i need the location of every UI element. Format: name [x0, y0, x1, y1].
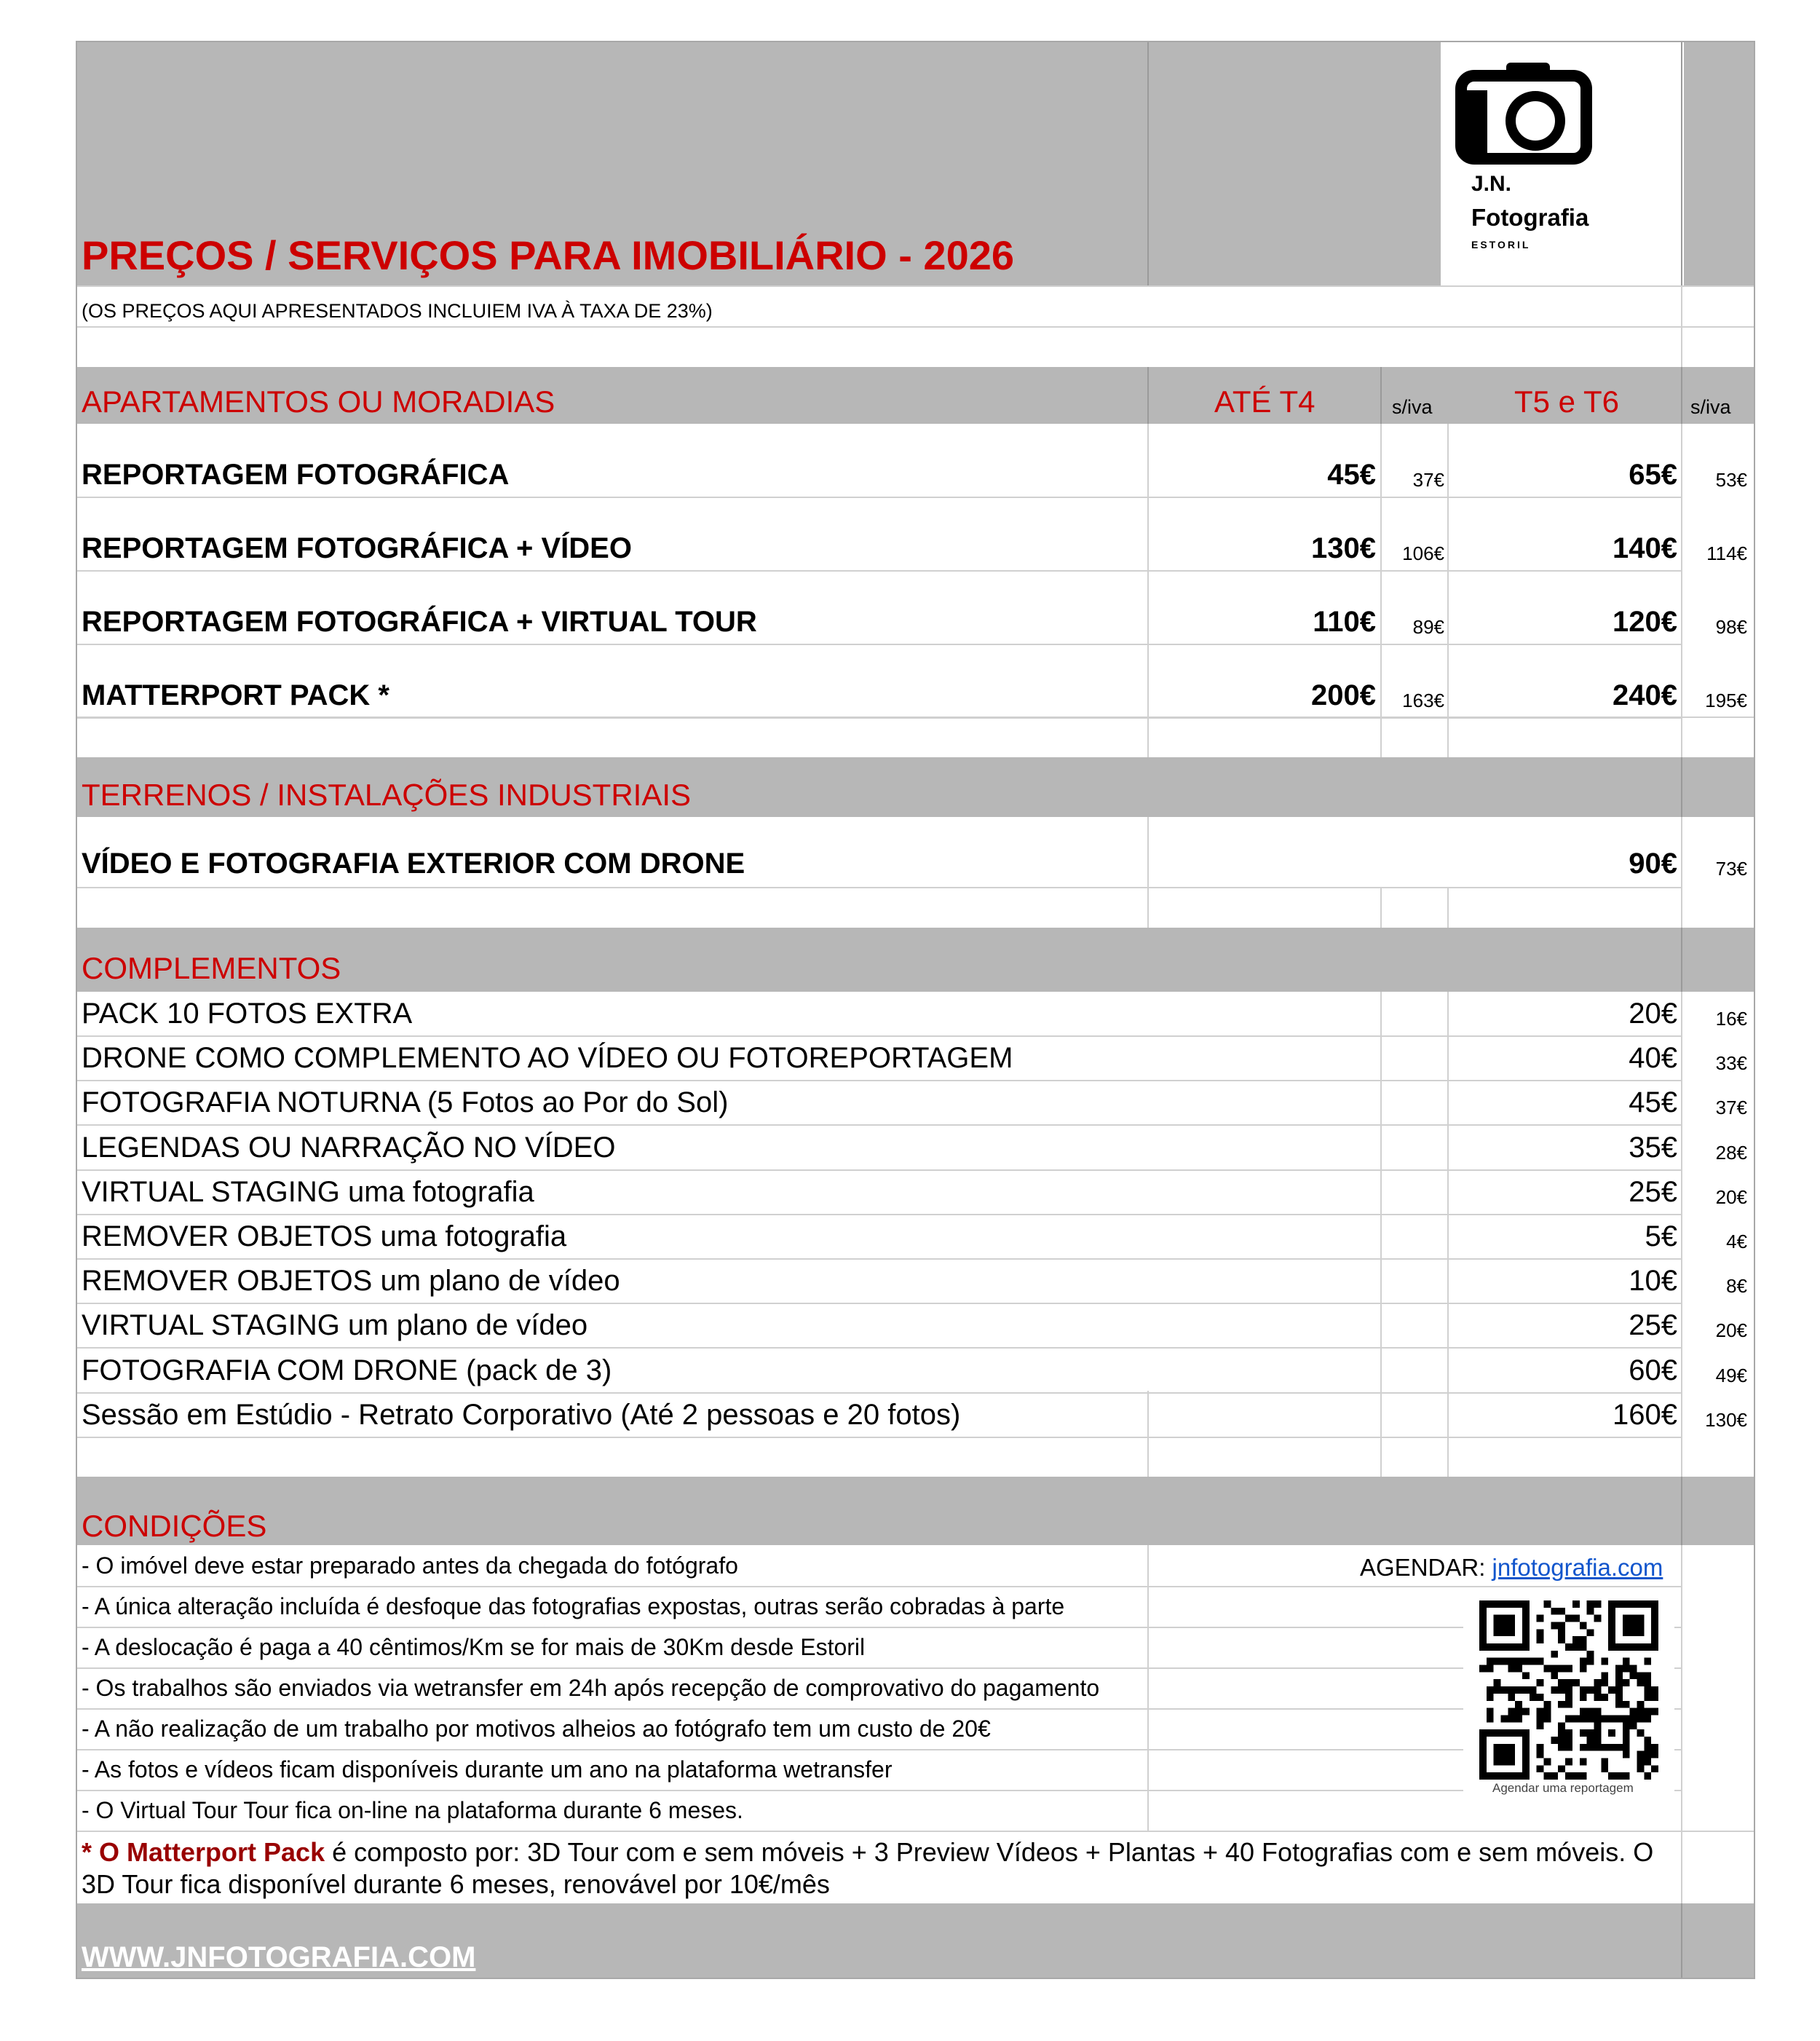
divider [77, 644, 1681, 645]
price-t4: 110€ [1313, 606, 1376, 638]
price-siva: 73€ [1715, 858, 1747, 880]
divider [77, 1749, 1681, 1750]
divider [77, 1214, 1681, 1215]
service-name: REPORTAGEM FOTOGRÁFICA + VÍDEO [82, 532, 632, 564]
divider [1147, 424, 1149, 759]
price-t4: 45€ [1327, 459, 1376, 491]
divider [77, 1258, 1681, 1260]
booking-prefix: AGENDAR: [1360, 1554, 1492, 1581]
col-t4-siva-header: s/iva [1392, 396, 1433, 418]
extra-price-siva: 4€ [1726, 1231, 1747, 1252]
price-t4: 200€ [1311, 679, 1376, 711]
divider [1447, 992, 1449, 1477]
extra-name: LEGENDAS OU NARRAÇÃO NO VÍDEO [82, 1131, 616, 1164]
price-t4-siva: 163€ [1402, 690, 1444, 711]
divider [1147, 817, 1149, 928]
extra-price: 45€ [1629, 1086, 1677, 1119]
extra-price-siva: 16€ [1715, 1008, 1747, 1030]
price-t56: 120€ [1613, 606, 1677, 638]
divider [77, 1169, 1681, 1171]
divider [1681, 367, 1682, 424]
divider [1681, 42, 1682, 285]
extra-name: REMOVER OBJETOS um plano de vídeo [82, 1265, 620, 1298]
divider [77, 1627, 1681, 1628]
divider [77, 1347, 1681, 1349]
divider [77, 326, 1754, 328]
section-extras: COMPLEMENTOS [82, 951, 341, 985]
page-title: PREÇOS / SERVIÇOS PARA IMOBILIÁRIO - 2026 [82, 232, 1014, 278]
vat-note: (OS PREÇOS AQUI APRESENTADOS INCLUIEM IVA À TAXA DE 23%) [82, 300, 713, 322]
divider [1681, 1903, 1682, 1978]
qr-caption: Agendar uma reportagem [1492, 1781, 1634, 1795]
note-text: é composto por: 3D Tour com e sem móveis + 3 Preview Vídeos + Plantas + 40 Fotografias com e sem móveis. O 3D Tour fica disponível durante 6 meses, renovável por 10€/mês [82, 1837, 1654, 1899]
footer-website[interactable]: WWW.JNFOTOGRAFIA.COM [82, 1941, 476, 1973]
extra-price-siva: 37€ [1715, 1097, 1747, 1119]
extra-name: VIRTUAL STAGING um plano de vídeo [82, 1309, 588, 1342]
extra-price: 25€ [1629, 1175, 1677, 1208]
service-name: REPORTAGEM FOTOGRÁFICA + VIRTUAL TOUR [82, 606, 757, 638]
price-t4-siva: 106€ [1402, 542, 1444, 564]
price-t56: 140€ [1613, 532, 1677, 564]
divider [1147, 1545, 1149, 1831]
conditions-band [77, 1477, 1754, 1545]
price-t56-siva: 114€ [1706, 542, 1747, 564]
logo-name: J.N. [1471, 172, 1512, 196]
logo [1441, 42, 1684, 285]
divider [1681, 757, 1682, 817]
divider [77, 1586, 1681, 1587]
divider [1380, 887, 1382, 928]
qr-code[interactable] [1463, 1595, 1674, 1806]
service-name: REPORTAGEM FOTOGRÁFICA [82, 459, 510, 491]
extra-price-siva: 33€ [1715, 1052, 1747, 1075]
section-land: TERRENOS / INSTALAÇÕES INDUSTRIAIS [82, 778, 692, 812]
extra-price-siva: 49€ [1715, 1364, 1747, 1386]
price-t4: 130€ [1311, 532, 1376, 564]
condition-item: - A deslocação é paga a 40 cêntimos/Km se for mais de 30Km desde Estoril [82, 1634, 866, 1660]
price-t56-siva: 195€ [1705, 690, 1747, 711]
extra-name: VIRTUAL STAGING uma fotografia [82, 1175, 534, 1208]
service-name: VÍDEO E FOTOGRAFIA EXTERIOR COM DRONE [82, 848, 745, 880]
condition-item: - A não realização de um trabalho por motivos alheios ao fotógrafo tem um custo de 20€ [82, 1716, 991, 1742]
extra-name: PACK 10 FOTOS EXTRA [82, 998, 413, 1030]
divider [1681, 285, 1682, 367]
qr-code-icon [1479, 1600, 1658, 1780]
price: 90€ [1629, 848, 1677, 880]
extra-price-siva: 8€ [1726, 1275, 1747, 1298]
logo-brand: Fotografia [1471, 204, 1589, 231]
price-t4-siva: 37€ [1412, 469, 1444, 491]
price-t56-siva: 98€ [1715, 616, 1747, 638]
extra-price: 35€ [1629, 1131, 1677, 1164]
divider [1147, 1391, 1149, 1477]
extra-price: 5€ [1645, 1220, 1677, 1252]
col-t4-header: ATÉ T4 [1214, 384, 1315, 419]
divider [77, 1035, 1681, 1037]
divider [1380, 367, 1382, 424]
condition-item: - O imóvel deve estar preparado antes da chegada do fotógrafo [82, 1552, 738, 1579]
matterport-note [82, 1836, 1661, 1900]
price-t56-siva: 53€ [1715, 469, 1747, 491]
divider [1147, 42, 1149, 285]
extra-name: REMOVER OBJETOS uma fotografia [82, 1220, 567, 1252]
extra-price: 10€ [1629, 1265, 1677, 1298]
extra-name: DRONE COMO COMPLEMENTO AO VÍDEO OU FOTOREPORTAGEM [82, 1042, 1013, 1075]
divider [1147, 367, 1149, 424]
logo-place: ESTORIL [1471, 239, 1531, 250]
divider [1380, 992, 1382, 1477]
extra-price-siva: 20€ [1715, 1319, 1747, 1342]
extra-price: 20€ [1629, 998, 1677, 1030]
extra-price: 40€ [1629, 1042, 1677, 1075]
divider [1681, 424, 1682, 759]
divider [1681, 992, 1682, 1477]
extra-price: 25€ [1629, 1309, 1677, 1342]
booking-label [1360, 1554, 1663, 1582]
booking-link[interactable]: jnfotografia.com [1492, 1554, 1663, 1581]
condition-item: - Os trabalhos são enviados via wetransfer em 24h após recepção de comprovativo do pagamento [82, 1675, 1100, 1701]
divider [77, 1392, 1681, 1394]
divider [77, 1080, 1681, 1081]
divider [1681, 928, 1682, 992]
extra-name: Sessão em Estúdio - Retrato Corporativo (Até 2 pessoas e 20 fotos) [82, 1398, 961, 1431]
extra-name: FOTOGRAFIA NOTURNA (5 Fotos ao Por do Sol) [82, 1086, 729, 1119]
col-t56-header: T5 e T6 [1514, 384, 1619, 419]
condition-item: - As fotos e vídeos ficam disponíveis durante um ano na plataforma wetransfer [82, 1756, 893, 1783]
divider [77, 716, 1754, 718]
divider [77, 1437, 1681, 1438]
divider [1447, 887, 1449, 928]
extra-price: 60€ [1629, 1354, 1677, 1386]
divider [77, 570, 1681, 572]
divider [77, 1667, 1681, 1669]
divider [77, 1708, 1681, 1710]
extra-price-siva: 20€ [1715, 1185, 1747, 1208]
camera-icon [1455, 57, 1594, 166]
divider [77, 1790, 1681, 1791]
section-apartments: APARTAMENTOS OU MORADIAS [82, 384, 555, 419]
col-t56-siva-header: s/iva [1690, 396, 1731, 418]
extra-price-siva: 130€ [1705, 1408, 1747, 1431]
divider [1447, 424, 1449, 759]
divider [1681, 1477, 1682, 1545]
divider [77, 285, 1754, 287]
section-conditions: CONDIÇÕES [82, 1509, 267, 1543]
divider [1681, 817, 1682, 928]
service-name: MATTERPORT PACK * [82, 679, 389, 711]
extra-name: FOTOGRAFIA COM DRONE (pack de 3) [82, 1354, 612, 1386]
note-bold: * O Matterport Pack [82, 1837, 325, 1867]
divider [1380, 424, 1382, 759]
divider [77, 497, 1681, 498]
divider [77, 1303, 1681, 1304]
condition-item: - A única alteração incluída é desfoque das fotografias expostas, outras serão cobradas à parte [82, 1593, 1065, 1619]
divider [77, 887, 1681, 888]
price-t4-siva: 89€ [1412, 616, 1444, 638]
price-t56: 240€ [1613, 679, 1677, 711]
divider [1681, 1831, 1682, 1903]
condition-item: - O Virtual Tour Tour fica on-line na plataforma durante 6 meses. [82, 1797, 743, 1823]
extra-price: 160€ [1613, 1398, 1677, 1431]
divider [77, 1124, 1681, 1126]
divider [1681, 1545, 1682, 1831]
divider [77, 1831, 1754, 1832]
extra-price-siva: 28€ [1715, 1141, 1747, 1164]
price-t56: 65€ [1629, 459, 1677, 491]
